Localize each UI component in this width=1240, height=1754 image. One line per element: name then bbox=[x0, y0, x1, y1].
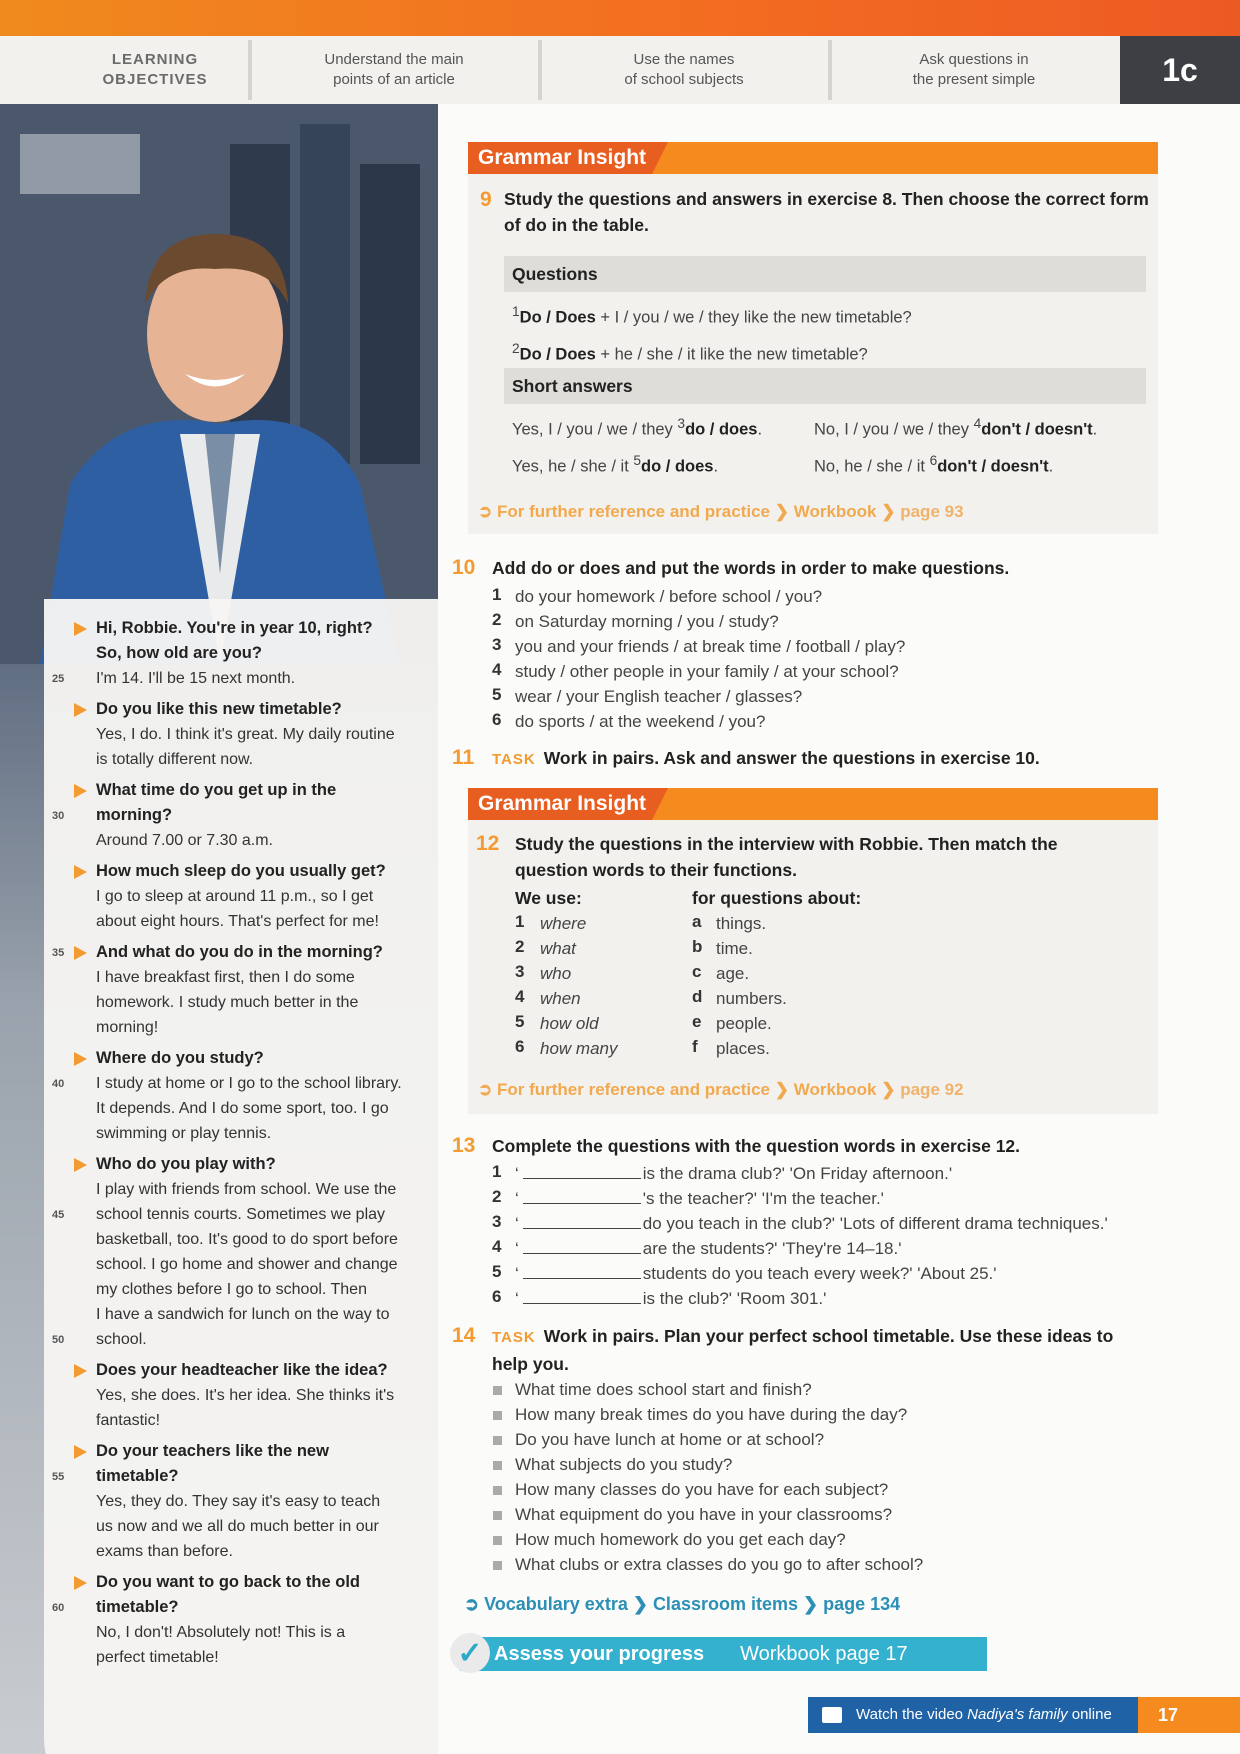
list-item: do sports / at the weekend / you? bbox=[515, 712, 766, 731]
bullet-icon bbox=[493, 1511, 502, 1520]
exercise-number: 11 bbox=[452, 746, 475, 769]
checkmark-icon: ✓ bbox=[450, 1633, 490, 1673]
table-header-short-answers: Short answers bbox=[504, 368, 1146, 404]
line-number: 60 bbox=[52, 1602, 65, 1614]
video-camera-icon bbox=[822, 1707, 842, 1723]
item-number: 6 bbox=[492, 710, 502, 729]
line-number: 45 bbox=[52, 1209, 65, 1221]
interview-question: Does your headteacher like the idea? bbox=[96, 1358, 388, 1383]
idea-item: Do you have lunch at home or at school? bbox=[515, 1430, 825, 1449]
list-item: ‘ students do you teach every week?' 'About 25.' bbox=[515, 1261, 997, 1286]
objective-3: Ask questions in the present simple bbox=[912, 51, 1036, 88]
list-item: on Saturday morning / you / study? bbox=[515, 612, 779, 631]
interview-answer: about eight hours. That's perfect for me! bbox=[96, 913, 379, 930]
interview-answer: school. I go home and shower and change bbox=[96, 1256, 398, 1273]
question-word: where bbox=[540, 914, 587, 933]
answer-blank[interactable] bbox=[523, 1186, 641, 1204]
bullet-icon bbox=[493, 1561, 502, 1570]
item-number: 5 bbox=[492, 1262, 502, 1281]
interview-answer: I go to sleep at around 11 p.m., so I get bbox=[96, 888, 374, 905]
answer-blank[interactable] bbox=[523, 1236, 641, 1254]
question-word: how many bbox=[540, 1039, 618, 1058]
column-header: We use: bbox=[515, 888, 582, 908]
interview-question: Hi, Robbie. You're in year 10, right? bbox=[96, 616, 373, 641]
table-row: $^1$Do / Does + I / you / we / they like the new timetable? bbox=[512, 304, 912, 327]
assess-workbook: Workbook page 17 bbox=[740, 1643, 908, 1665]
item-number: 3 bbox=[492, 635, 502, 654]
grammar-insight-header: Grammar Insight bbox=[468, 788, 1158, 820]
table-row: Yes, he / she / it $^5$do / does. bbox=[512, 453, 719, 476]
list-item: ‘ is the club?' 'Room 301.' bbox=[515, 1286, 826, 1311]
table-row: Yes, I / you / we / they $^3$do / does. bbox=[512, 416, 763, 439]
interview-question: So, how old are you? bbox=[96, 644, 262, 662]
interview-answer: I have breakfast first, then I do some bbox=[96, 969, 355, 986]
objective-2: Use the names of school subjects bbox=[624, 51, 744, 88]
table-row: No, he / she / it $^6$don't / doesn't. bbox=[814, 453, 1054, 476]
interview-question: How much sleep do you usually get? bbox=[96, 859, 386, 884]
interview-answer: homework. I study much better in the bbox=[96, 994, 359, 1011]
question-word: how old bbox=[540, 1014, 599, 1033]
item-number: 4 bbox=[515, 987, 525, 1006]
idea-item: How many break times do you have during the day? bbox=[515, 1405, 908, 1424]
assess-label: Assess your progress bbox=[494, 1643, 705, 1665]
interview-question: Do you like this new timetable? bbox=[96, 697, 342, 722]
list-item: ‘ do you teach in the club?' 'Lots of different drama techniques.' bbox=[515, 1211, 1108, 1236]
bullet-icon bbox=[493, 1461, 502, 1470]
interview-answer: Yes, I do. I think it's great. My daily routine bbox=[96, 726, 395, 743]
function: people. bbox=[716, 1014, 772, 1033]
item-number: 1 bbox=[515, 912, 525, 931]
interview-question: And what do you do in the morning? bbox=[96, 940, 383, 965]
exercise-instruction: Complete the questions with the question words in exercise 12. bbox=[492, 1136, 1021, 1156]
interview-answer: No, I don't! Absolutely not! This is a bbox=[96, 1624, 346, 1641]
unit-badge: 1c bbox=[1120, 36, 1240, 104]
exercise-number: 13 bbox=[452, 1134, 476, 1157]
arrow-circle-icon: ➲ bbox=[478, 502, 497, 521]
item-number: 4 bbox=[492, 1237, 502, 1256]
list-item: study / other people in your family / at your school? bbox=[515, 662, 899, 681]
function: places. bbox=[716, 1039, 770, 1058]
interview-answer: my clothes before I go to school. Then bbox=[96, 1281, 367, 1298]
assess-progress-bar[interactable] bbox=[460, 1637, 987, 1671]
interview-question: timetable? bbox=[96, 1598, 179, 1616]
line-number: 25 bbox=[52, 673, 65, 685]
idea-item: What equipment do you have in your classrooms? bbox=[515, 1505, 893, 1524]
interview-answer: swimming or play tennis. bbox=[96, 1125, 272, 1142]
line-number: 55 bbox=[52, 1471, 65, 1483]
interview-answer: school. bbox=[96, 1331, 147, 1348]
function: time. bbox=[716, 939, 753, 958]
interview-answer: Yes, they do. They say it's easy to teach bbox=[96, 1493, 381, 1510]
list-item: ‘ is the drama club?' 'On Friday afternoon.' bbox=[515, 1161, 952, 1186]
exercise-instruction: Study the questions in the interview with Robbie. Then match the question words to their functions. bbox=[515, 834, 1058, 880]
item-letter: b bbox=[692, 937, 703, 956]
answer-blank[interactable] bbox=[523, 1211, 641, 1229]
idea-item: What subjects do you study? bbox=[515, 1455, 733, 1474]
item-number: 2 bbox=[515, 937, 525, 956]
arrow-circle-icon: ➲ bbox=[478, 1080, 497, 1099]
bullet-icon bbox=[493, 1411, 502, 1420]
grammar-insight-header: Grammar Insight bbox=[468, 142, 1158, 174]
vocabulary-extra-link[interactable]: ➲ Vocabulary extra ❯ Classroom items ❯ page 134 bbox=[464, 1594, 901, 1614]
exercise-instruction: Study the questions and answers in exercise 8. Then choose the correct form of do in the table. bbox=[504, 189, 1149, 235]
table-header-questions: Questions bbox=[504, 256, 1146, 292]
list-item: you and your friends / at break time / football / play? bbox=[515, 637, 906, 656]
exercise-instruction: TASK Work in pairs. Ask and answer the questions in exercise 10. bbox=[492, 748, 1040, 768]
idea-item: What time does school start and finish? bbox=[515, 1380, 812, 1399]
exercise-instruction: TASK Work in pairs. Plan your perfect school timetable. Use these ideas to help you. bbox=[492, 1326, 1114, 1374]
item-letter: c bbox=[692, 962, 702, 981]
bullet-icon bbox=[493, 1436, 502, 1445]
item-letter: d bbox=[692, 987, 703, 1006]
page-number: 17 bbox=[1138, 1697, 1240, 1733]
item-number: 3 bbox=[492, 1212, 502, 1231]
answer-blank[interactable] bbox=[523, 1261, 641, 1279]
item-number: 6 bbox=[492, 1287, 502, 1306]
line-number: 50 bbox=[52, 1334, 65, 1346]
interview-answer: is totally different now. bbox=[96, 751, 254, 768]
idea-item: How many classes do you have for each subject? bbox=[515, 1480, 889, 1499]
exercise-number: 9 bbox=[480, 188, 492, 211]
reference-link[interactable]: ➲ For further reference and practice ❯ Workbook ❯ page 92 bbox=[478, 1080, 964, 1099]
interview-answer: us now and we all do much better in our bbox=[96, 1518, 379, 1535]
interview-answer: perfect timetable! bbox=[96, 1649, 219, 1666]
question-word: who bbox=[540, 964, 572, 983]
item-letter: f bbox=[692, 1037, 698, 1056]
item-number: 1 bbox=[492, 1162, 502, 1181]
line-number: 30 bbox=[52, 810, 65, 822]
item-number: 3 bbox=[515, 962, 525, 981]
line-number: 35 bbox=[52, 947, 65, 959]
item-letter: a bbox=[692, 912, 702, 931]
interview-question: Who do you play with? bbox=[96, 1152, 276, 1177]
interview-question: Do your teachers like the new bbox=[96, 1439, 329, 1464]
video-link[interactable]: Watch the video Nadiya's family online bbox=[808, 1697, 1138, 1733]
item-number: 4 bbox=[492, 660, 502, 679]
exercise-instruction: Add do or does and put the words in order to make questions. bbox=[492, 558, 1010, 578]
interview-question: What time do you get up in the bbox=[96, 778, 336, 803]
interview-answer: Yes, she does. It's her idea. She thinks it's bbox=[96, 1387, 395, 1404]
interview-question: morning? bbox=[96, 806, 173, 824]
table-row: $^2$Do / Does + he / she / it like the new timetable? bbox=[512, 341, 868, 364]
list-item: ‘ are the students?' 'They're 14–18.' bbox=[515, 1236, 901, 1261]
interview-answer: I study at home or I go to the school library. bbox=[96, 1075, 402, 1092]
exercise-number: 12 bbox=[476, 832, 500, 855]
idea-item: How much homework do you get each day? bbox=[515, 1530, 846, 1549]
objective-1: Understand the main points of an article bbox=[324, 51, 464, 88]
interview-answer: I have a sandwich for lunch on the way to bbox=[96, 1306, 390, 1323]
interview-answer: I play with friends from school. We use the bbox=[96, 1181, 397, 1198]
top-color-bar bbox=[0, 0, 1240, 36]
list-item: do your homework / before school / you? bbox=[515, 587, 823, 606]
interview-question: Where do you study? bbox=[96, 1046, 264, 1071]
interview-answer: It depends. And I do some sport, too. I go bbox=[96, 1100, 389, 1117]
interview-answer: basketball, too. It's good to do sport before bbox=[96, 1231, 398, 1248]
arrow-circle-icon: ➲ bbox=[464, 1594, 485, 1614]
interview-answer: Around 7.00 or 7.30 a.m. bbox=[96, 832, 273, 849]
interview-answer: I'm 14. I'll be 15 next month. bbox=[96, 670, 296, 687]
column-header: for questions about: bbox=[692, 888, 862, 908]
interview-question: timetable? bbox=[96, 1467, 179, 1485]
exercise-number: 10 bbox=[452, 556, 476, 579]
list-item: wear / your English teacher / glasses? bbox=[515, 687, 803, 706]
line-number: 40 bbox=[52, 1078, 65, 1090]
function: numbers. bbox=[716, 989, 787, 1008]
table-row: No, I / you / we / they $^4$don't / doesn't. bbox=[814, 416, 1098, 439]
student-photo bbox=[0, 104, 438, 664]
item-number: 5 bbox=[492, 685, 502, 704]
question-word: what bbox=[540, 939, 576, 958]
item-number: 6 bbox=[515, 1037, 525, 1056]
item-number: 2 bbox=[492, 610, 502, 629]
answer-blank[interactable] bbox=[523, 1161, 641, 1179]
bullet-icon bbox=[493, 1486, 502, 1495]
divider bbox=[828, 40, 832, 100]
divider bbox=[248, 40, 252, 100]
item-letter: e bbox=[692, 1012, 702, 1031]
bullet-icon bbox=[493, 1536, 502, 1545]
item-number: 5 bbox=[515, 1012, 525, 1031]
question-word: when bbox=[540, 989, 581, 1008]
answer-blank[interactable] bbox=[523, 1286, 641, 1304]
reference-link[interactable]: ➲ For further reference and practice ❯ Workbook ❯ page 93 bbox=[478, 502, 964, 521]
exercise-number: 14 bbox=[452, 1324, 476, 1347]
divider bbox=[538, 40, 542, 100]
objectives-title: LEARNING OBJECTIVES bbox=[102, 51, 208, 88]
idea-item: What clubs or extra classes do you go to after school? bbox=[515, 1555, 924, 1574]
interview-answer: exams than before. bbox=[96, 1543, 233, 1560]
function: things. bbox=[716, 914, 767, 933]
interview-question: Do you want to go back to the old bbox=[96, 1570, 360, 1595]
item-number: 1 bbox=[492, 585, 502, 604]
item-number: 2 bbox=[492, 1187, 502, 1206]
bullet-icon bbox=[493, 1386, 502, 1395]
interview-answer: school tennis courts. Sometimes we play bbox=[96, 1206, 386, 1223]
interview-answer: morning! bbox=[96, 1019, 159, 1036]
list-item: ‘ 's the teacher?' 'I'm the teacher.' bbox=[515, 1186, 884, 1211]
interview-answer: fantastic! bbox=[96, 1412, 161, 1429]
function: age. bbox=[716, 964, 750, 983]
